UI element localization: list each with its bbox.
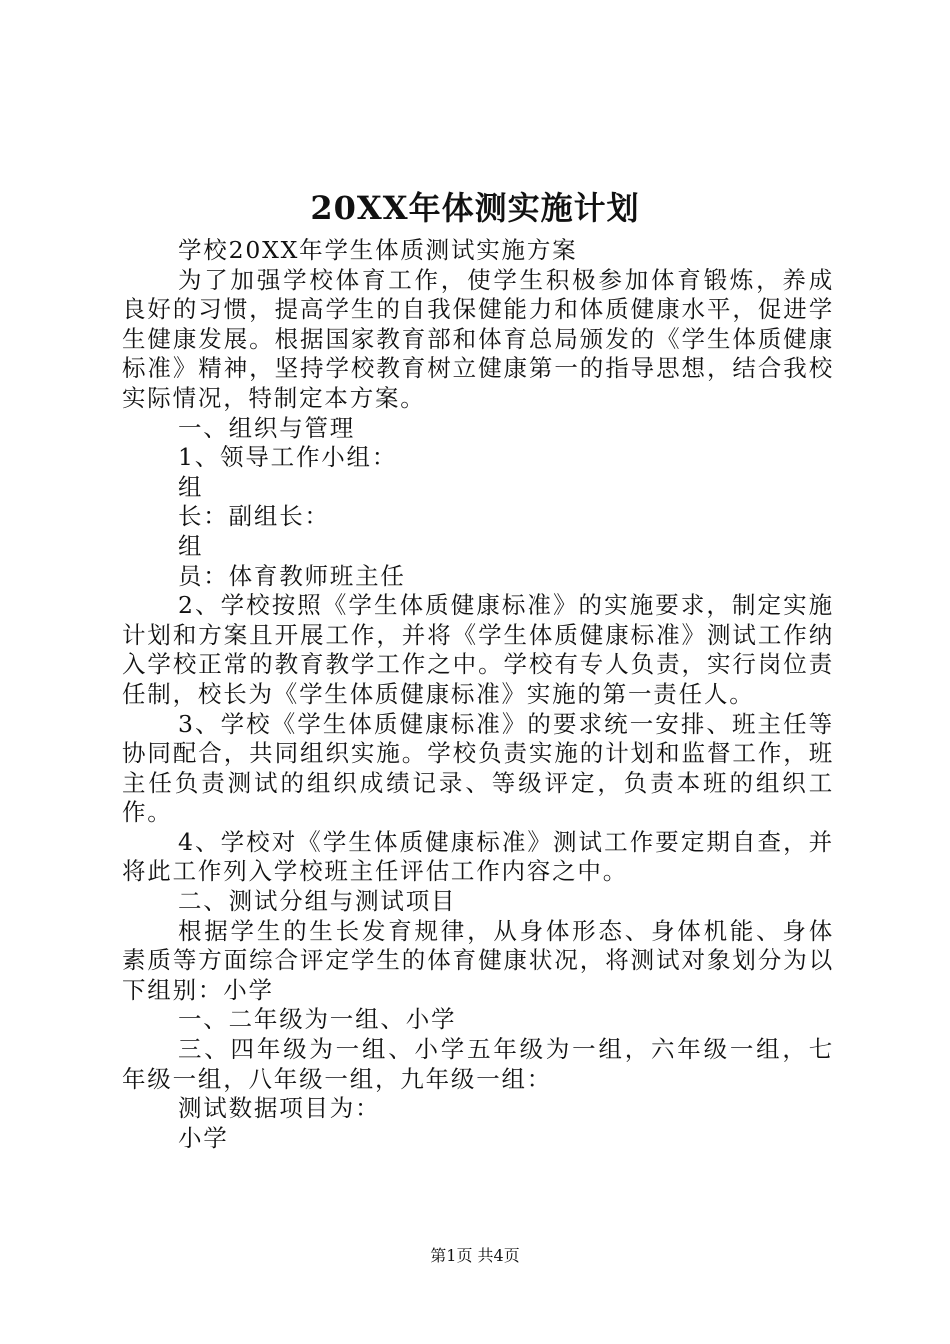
paragraph: 2、学校按照《学生体质健康标准》的实施要求，制定实施计划和方案且开展工作，并将《学生体质健康标准》测试工作纳入学校正常的教育教学工作之中。学校有专人负责，实行岗位责任制，校长为《学生体质健康标准》实施的第一责任人。 (122, 591, 834, 708)
paragraph: 测试数据项目为： (178, 1094, 381, 1123)
paragraph: 员：体育教师班主任 (178, 561, 406, 590)
paragraph: 组 (178, 472, 204, 501)
paragraph: 根据学生的生长发育规律，从身体形态、身体机能、身体素质等方面综合评定学生的体育健康状况，将测试对象划分为以下组别：小学 (122, 916, 834, 1004)
paragraph: 3、学校《学生体质健康标准》的要求统一安排、班主任等协同配合，共同组织实施。学校负责实施的计划和监督工作，班主任负责测试的组织成绩记录、等级评定，负责本班的组织工作。 (122, 709, 834, 827)
paragraph: 长：副组长： (178, 502, 330, 531)
paragraph: 为了加强学校体育工作，使学生积极参加体育锻炼，养成良好的习惯，提高学生的自我保健能力和体质健康水平，促进学生健康发展。根据国家教育部和体育总局颁发的《学生体质健康标准》精神，坚持学校教育树立健康第一的指导思想，结合我校实际情况，特制定本方案。 (122, 265, 834, 412)
paragraph: 4、学校对《学生体质健康标准》测试工作要定期自查，并将此工作列入学校班主任评估工作内容之中。 (122, 827, 834, 886)
paragraph: 一、组织与管理 (178, 413, 356, 442)
paragraph: 二、测试分组与测试项目 (178, 887, 457, 916)
document-body (122, 236, 834, 1153)
paragraph: 小学 (178, 1123, 229, 1152)
document-title: 20XX年体测实施计划 (310, 189, 640, 227)
paragraph: 组 (178, 531, 204, 560)
paragraph: 三、四年级为一组、小学五年级为一组，六年级一组，七年级一组，八年级一组，九年级一组： (122, 1035, 834, 1093)
page-number-footer: 第1页 共4页 (430, 1246, 520, 1265)
paragraph: 一、二年级为一组、小学 (178, 1005, 457, 1034)
paragraph: 1、领导工作小组： (178, 443, 398, 472)
paragraph: 学校20XX年学生体质测试实施方案 (178, 236, 578, 264)
